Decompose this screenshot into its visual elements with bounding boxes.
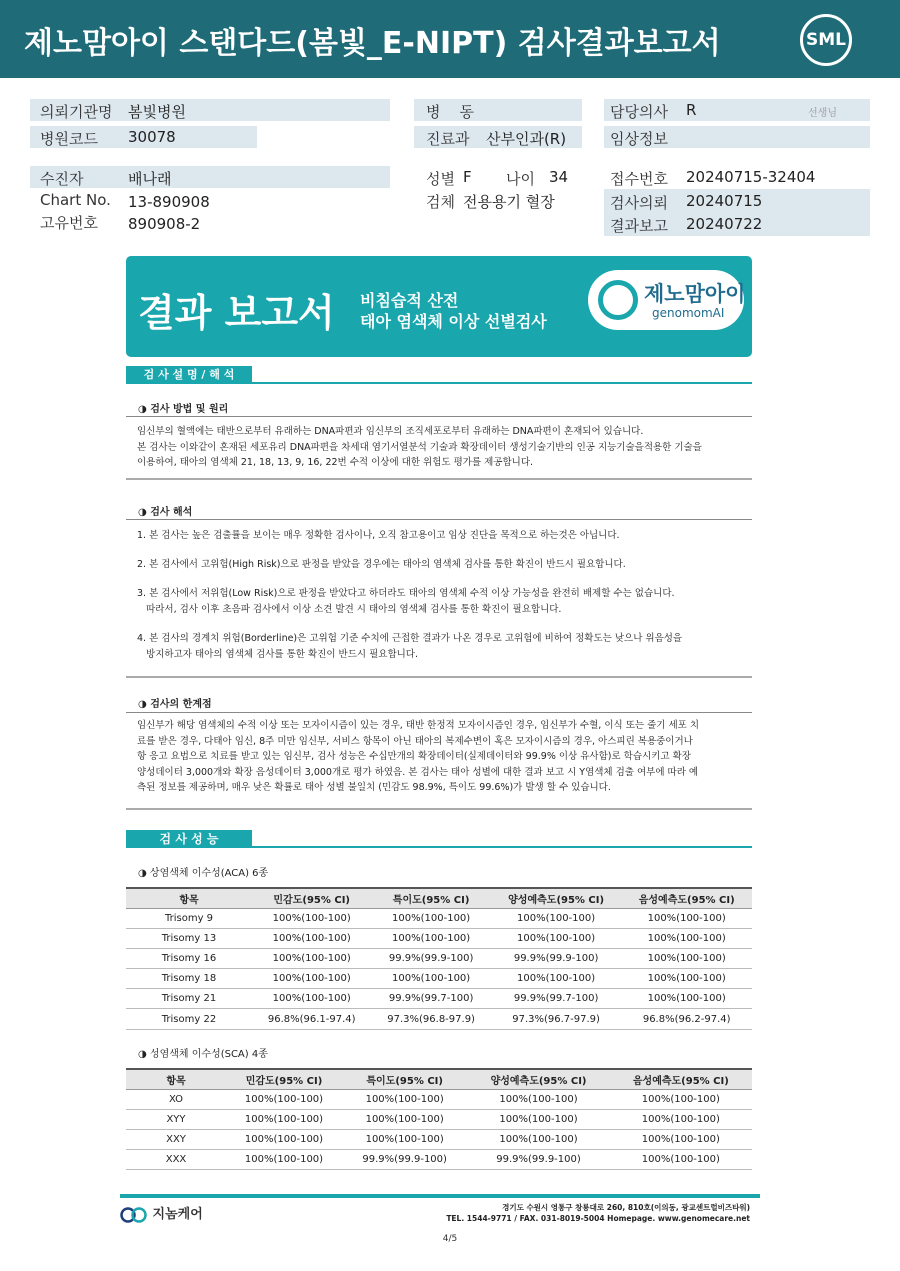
method-line: 이용하여, 태아의 염색체 21, 18, 13, 9, 16, 22번 수적 이상에 대한 위험도 평가를 제공합니다. xyxy=(137,457,534,468)
report-date-label: 결과보고 xyxy=(610,217,668,235)
cell: Trisomy 16 xyxy=(126,948,252,968)
interp-item-3 xyxy=(137,586,755,617)
cell: 96.8%(96.2-97.4) xyxy=(621,1009,752,1029)
col-header: 특이도(95% CI) xyxy=(342,1069,467,1089)
section-performance-label: 검 사 성 능 xyxy=(126,830,252,848)
divider xyxy=(126,519,752,520)
cell: 100%(100-100) xyxy=(342,1109,467,1129)
age-value: 34 xyxy=(549,168,569,186)
uid-value: 890908-2 xyxy=(128,215,201,233)
cell: XYY xyxy=(126,1109,226,1129)
cell: 100%(100-100) xyxy=(342,1089,467,1109)
limit-title: ◑ 검사의 한계점 xyxy=(138,699,212,710)
patient-value: 배나래 xyxy=(128,170,172,188)
sex-label: 성별 xyxy=(426,170,455,188)
cell: 99.9%(99.9-100) xyxy=(491,948,622,968)
genomecare-logo xyxy=(120,1203,203,1223)
genomecare-logo-text: 지놈케어 xyxy=(152,1207,203,1222)
col-header: 특이도(95% CI) xyxy=(371,888,490,908)
method-text xyxy=(137,424,755,471)
chart-label: Chart No. xyxy=(40,191,111,209)
divider xyxy=(126,712,752,713)
specimen-value: 전용용기 혈장 xyxy=(463,193,555,211)
interp-line: 4. 본 검사의 경계치 위험(Borderline)은 고위험 기준 수치에 근접한 결과가 나온 경우로 고위험에 비하여 정확도는 낮으나 위음성을 xyxy=(137,633,683,644)
interp-line: 3. 본 검사에서 저위험(Low Risk)으로 판정을 받았다고 하더라도 태아의 염색체 수적 이상 가능성을 완전히 배제할 수는 없습니다. xyxy=(137,588,675,599)
report-date-value: 20240722 xyxy=(686,215,763,233)
cell: 100%(100-100) xyxy=(610,1089,752,1109)
limit-line: 항 응고 요법으로 치료를 받고 있는 임신부, 검사 성능은 수십만개의 확장데이터(실제데이터와 99.9% 이상 유사함)로 학습시키고 확장 xyxy=(137,751,691,762)
patient-row-bg xyxy=(30,166,390,188)
age-label: 나이 xyxy=(506,170,535,188)
cell: 100%(100-100) xyxy=(491,908,622,928)
table-row xyxy=(126,948,752,968)
interp-line: 방지하고자 태아의 염색체 검사를 통한 확진이 반드시 필요합니다. xyxy=(137,648,418,660)
cell: 100%(100-100) xyxy=(467,1109,609,1129)
divider xyxy=(126,676,752,678)
table-row xyxy=(126,1150,752,1170)
col-header: 민감도(95% CI) xyxy=(226,1069,342,1089)
table-row xyxy=(126,928,752,948)
receipt-label: 접수번호 xyxy=(610,170,668,188)
ward-label: 병 동 xyxy=(426,103,475,121)
sex-value: F xyxy=(463,168,472,186)
code-value: 30078 xyxy=(128,128,176,146)
cell: 100%(100-100) xyxy=(252,908,371,928)
patient-label: 수진자 xyxy=(40,170,84,188)
divider xyxy=(126,808,752,810)
cell: 100%(100-100) xyxy=(491,928,622,948)
sml-logo-text: SML xyxy=(806,30,846,50)
cell: 97.3%(96.8-97.9) xyxy=(371,1009,490,1029)
genomom-logo-en: genomomAI xyxy=(652,306,725,320)
footer-contact: TEL. 1544-9771 / FAX. 031-8019-5004 Homepage. www.genomecare.net xyxy=(446,1214,750,1223)
receipt-value: 20240715-32404 xyxy=(686,168,816,186)
sml-logo xyxy=(800,14,852,66)
cell: 100%(100-100) xyxy=(226,1129,342,1149)
divider xyxy=(126,416,752,417)
cell: 100%(100-100) xyxy=(342,1129,467,1149)
table-row xyxy=(126,1129,752,1149)
genomecare-logo-icon xyxy=(120,1207,148,1223)
cell: 100%(100-100) xyxy=(252,928,371,948)
cell: 99.9%(99.7-100) xyxy=(491,989,622,1009)
banner-subtitle-2: 태아 염색체 이상 선별검사 xyxy=(360,312,547,331)
cell: 100%(100-100) xyxy=(621,948,752,968)
limit-line: 임신부가 해당 염색체의 수적 이상 또는 모자이시즘이 있는 경우, 태반 한정적 모자이시즘인 경우, 임신부가 수혈, 이식 또는 줄기 세포 치 xyxy=(137,720,699,731)
cell: 100%(100-100) xyxy=(226,1109,342,1129)
cell: 100%(100-100) xyxy=(621,908,752,928)
cell: 100%(100-100) xyxy=(226,1150,342,1170)
banner-title: 결과 보고서 xyxy=(138,291,335,335)
cell: Trisomy 21 xyxy=(126,989,252,1009)
table-header-row xyxy=(126,888,752,908)
method-title: ◑ 검사 방법 및 원리 xyxy=(138,404,229,415)
limit-text xyxy=(137,718,755,796)
dept-value: 산부인과(R) xyxy=(486,130,567,148)
cell: 100%(100-100) xyxy=(371,928,490,948)
aca-caption: ◑ 상염색체 이수성(ACA) 6종 xyxy=(138,868,269,879)
cell: 99.9%(99.7-100) xyxy=(371,989,490,1009)
table-row xyxy=(126,1109,752,1129)
hospital-label: 의뢰기관명 xyxy=(40,103,113,121)
table-row xyxy=(126,1009,752,1029)
hospital-value: 봄빛병원 xyxy=(128,103,186,121)
cell: 96.8%(96.1-97.4) xyxy=(252,1009,371,1029)
dept-label: 진료과 xyxy=(426,130,470,148)
genomom-logo xyxy=(588,270,744,330)
divider xyxy=(126,478,752,480)
sca-table xyxy=(126,1068,752,1170)
cell: 97.3%(96.7-97.9) xyxy=(491,1009,622,1029)
specimen-label: 검체 xyxy=(426,193,455,211)
interp-item-2 xyxy=(137,557,755,573)
table-row xyxy=(126,989,752,1009)
col-header: 음성예측도(95% CI) xyxy=(610,1069,752,1089)
col-header: 민감도(95% CI) xyxy=(252,888,371,908)
code-label: 병원코드 xyxy=(40,130,98,148)
result-banner xyxy=(126,256,752,357)
request-value: 20240715 xyxy=(686,192,763,210)
cell: 99.9%(99.9-100) xyxy=(371,948,490,968)
section-description-label: 검 사 설 명 / 해 석 xyxy=(126,366,252,384)
cell: 100%(100-100) xyxy=(610,1109,752,1129)
table-row xyxy=(126,908,752,928)
cell: 99.9%(99.9-100) xyxy=(467,1150,609,1170)
col-header: 음성예측도(95% CI) xyxy=(621,888,752,908)
footer-address: 경기도 수원시 영통구 창룡대로 260, 810호(이의동, 광교센트럴비즈타워) xyxy=(502,1203,750,1212)
section-description-header xyxy=(126,366,752,384)
cell: 100%(100-100) xyxy=(467,1129,609,1149)
cell: 100%(100-100) xyxy=(371,969,490,989)
limit-line: 측된 정보를 제공하며, 매우 낮은 확률로 태아 성별 불일치 (민감도 98.9%, 특이도 99.6%)가 발생 할 수 있습니다. xyxy=(137,782,611,793)
cell: 100%(100-100) xyxy=(610,1150,752,1170)
table-header-row xyxy=(126,1069,752,1089)
interp-item-1 xyxy=(137,528,755,544)
cell: 100%(100-100) xyxy=(467,1089,609,1109)
clinical-label: 임상정보 xyxy=(610,130,668,148)
cell: 100%(100-100) xyxy=(621,989,752,1009)
method-line: 임신부의 혈액에는 태반으로부터 유래하는 DNA파편과 임신부의 조직세포로부터 유래하는 DNA파편이 혼재되어 있습니다. xyxy=(137,426,644,437)
cell: XXX xyxy=(126,1150,226,1170)
genomom-logo-ko: 제노맘아이 xyxy=(644,282,746,306)
cell: 100%(100-100) xyxy=(252,948,371,968)
cell: XO xyxy=(126,1089,226,1109)
banner-subtitle-1: 비침습적 산전 xyxy=(360,291,459,310)
interp-line: 2. 본 검사에서 고위험(High Risk)으로 판정을 받았을 경우에는 태아의 염색체 검사를 통한 확진이 반드시 필요합니다. xyxy=(137,559,626,570)
uid-label: 고유번호 xyxy=(40,214,98,232)
footer-divider xyxy=(120,1194,760,1198)
cell: XXY xyxy=(126,1129,226,1149)
cell: 100%(100-100) xyxy=(621,928,752,948)
cell: Trisomy 9 xyxy=(126,908,252,928)
interp-line: 1. 본 검사는 높은 검출률을 보이는 매우 정확한 검사이나, 오직 참고용이고 임상 진단을 목적으로 하는것은 아닙니다. xyxy=(137,530,620,541)
cell: 100%(100-100) xyxy=(252,989,371,1009)
interp-title: ◑ 검사 해석 xyxy=(138,507,193,518)
table-row xyxy=(126,1089,752,1109)
limit-line: 료를 받은 경우, 다태아 임신, 8주 미만 임신부, 서비스 항목이 아닌 태아의 복제수변이 혹은 모자이시즘의 경우, 아스피린 복용중이거나 xyxy=(137,735,693,747)
sca-caption: ◑ 성염색체 이수성(SCA) 4종 xyxy=(138,1049,268,1060)
interp-item-4 xyxy=(137,631,755,662)
request-label: 검사의뢰 xyxy=(610,194,668,212)
cell: Trisomy 13 xyxy=(126,928,252,948)
cell: 100%(100-100) xyxy=(226,1089,342,1109)
limit-line: 양성데이터 3,000개와 확장 음성데이터 3,000개로 평가 하였음. 본 검사는 태아 성별에 대한 결과 보고 시 Y염색체 검출 여부에 따라 예 xyxy=(137,766,699,778)
chart-value: 13-890908 xyxy=(128,193,210,211)
table-row xyxy=(126,969,752,989)
col-header: 양성예측도(95% CI) xyxy=(467,1069,609,1089)
cell: 100%(100-100) xyxy=(371,908,490,928)
col-header: 양성예측도(95% CI) xyxy=(491,888,622,908)
cell: 99.9%(99.9-100) xyxy=(342,1150,467,1170)
section-performance-header xyxy=(126,830,752,848)
doctor-label: 담당의사 xyxy=(610,103,668,121)
cell: 100%(100-100) xyxy=(252,969,371,989)
cell: Trisomy 22 xyxy=(126,1009,252,1029)
doctor-value: R xyxy=(686,101,697,119)
method-line: 본 검사는 이와같이 혼재된 세포유리 DNA파편을 차세대 염기서열분석 기술과 확장데이터 생성기술기반의 인공 지능기술을적용한 기술을 xyxy=(137,441,702,453)
cell: Trisomy 18 xyxy=(126,969,252,989)
page-number: 4/5 xyxy=(442,1234,458,1244)
genomom-logo-icon xyxy=(598,280,638,320)
interp-line: 따라서, 검사 이후 초음파 검사에서 이상 소견 발견 시 태아의 염색체 검사를 통한 확진이 필요합니다. xyxy=(137,603,562,615)
cell: 100%(100-100) xyxy=(491,969,622,989)
doctor-suffix: 선생님 xyxy=(808,108,837,119)
cell: 100%(100-100) xyxy=(621,969,752,989)
col-header: 항목 xyxy=(126,1069,226,1089)
aca-table xyxy=(126,887,752,1030)
report-title: 제노맘아이 스탠다드(봄빛_E-NIPT) 검사결과보고서 xyxy=(24,26,721,61)
cell: 100%(100-100) xyxy=(610,1129,752,1149)
header-bar xyxy=(0,0,900,78)
col-header: 항목 xyxy=(126,888,252,908)
